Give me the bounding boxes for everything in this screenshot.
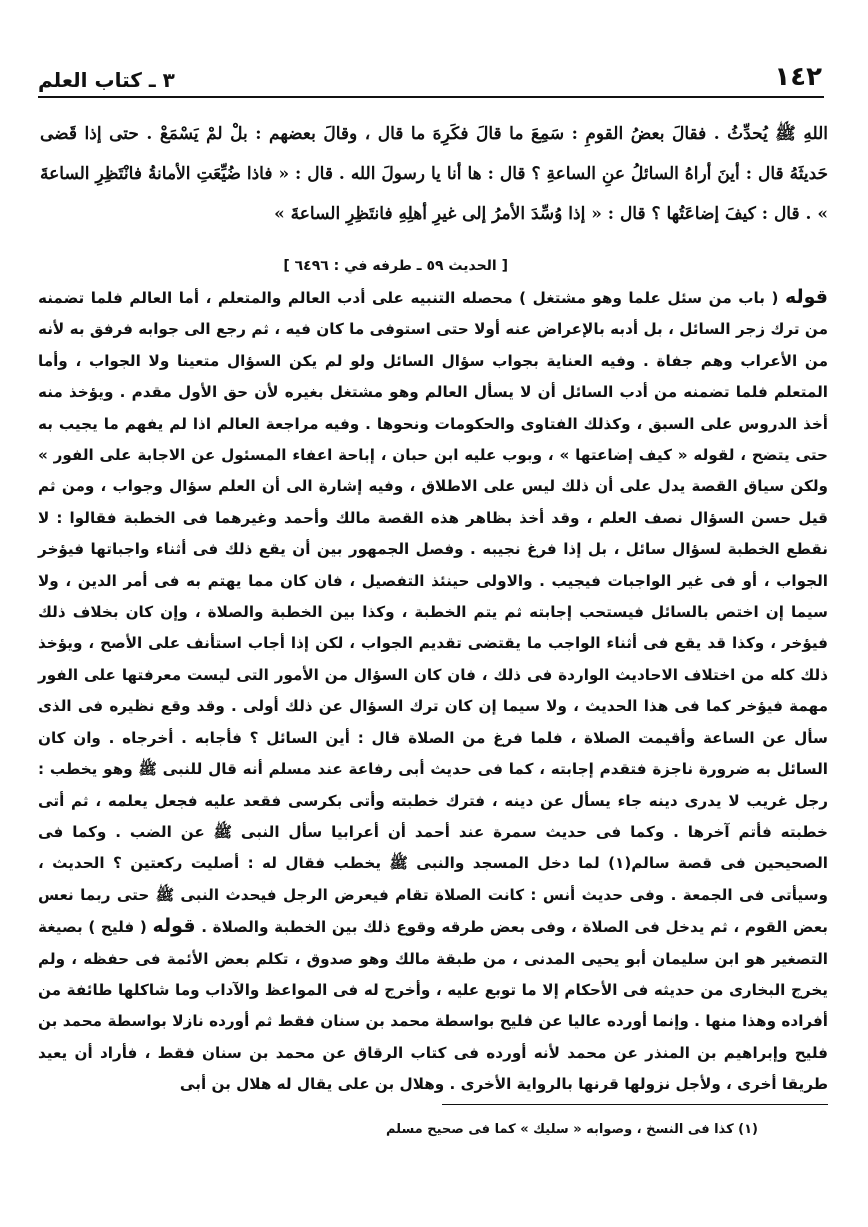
book-title: ٣ ـ كتاب العلم [38, 68, 175, 92]
hadith-text: اللهِ ﷺ يُحدِّثُ . فقالَ بعضُ القومِ : سَمِعَ ما قالَ فكَرِهَ ما قال ، وقالَ بعضهم : بلْ لمْ يَسْمَعْ . حتى إذا قَضى حَديثَهُ قال : أينَ أراهُ السائلُ عنِ الساعةِ ؟ قال : ها أنا يا رسولَ الله . قال : « فاذا ضُيِّعَتِ الأمانةُ فانْتَظِرِ الساعةَ » . قال : كيفَ إضاعَتُها ؟ قال : « إذا وُسِّدَ الأمرُ إلى غيرِ أهلِهِ فانتَظِرِ الساعةَ » [40, 124, 828, 224]
footnote: (١) كذا فى النسخ ، وصوابه « سليك » كما فى صحيح مسلم [385, 1122, 758, 1137]
header-divider [38, 96, 824, 98]
commentary-part-2: ( فليح ) بصيغة التصغير هو ابن سليمان أبو يحيى المدنى ، من طبقة مالك وهو صدوق ، تكلم بعض الأئمة فى حفظه ، ولم يخرج البخارى من حديثه فى الأحكام إلا ما توبع عليه ، وأخرج له فى المواعظ والآداب وما شاكلها طائفة من أفراده وهذا منها . وإنما أورده عاليا عن فليح بواسطة محمد بن سنان فقط ثم أورده نازلا بواسطة محمد بن فليح وإبراهيم بن المنذر عن محمد لأنه أورده فى كتاب الرقاق عن محمد بن سنان فقط ، فأراد أن يعيد طريقا أخرى ، ولأجل نزولها قرنها بالرواية الأخرى . وهلال بن على يقال له هلال بن أبى [38, 918, 828, 1094]
page-number: ١٤٢ [774, 62, 822, 92]
footnote-divider [442, 1104, 828, 1105]
keyword-qawluhu: قوله [784, 286, 828, 308]
commentary-text [38, 282, 828, 1101]
commentary-body [38, 282, 828, 1101]
page-header [38, 52, 822, 92]
keyword-qawluhu: قوله [152, 915, 196, 938]
hadith-reference: [ الحديث ٥٩ ـ طرفه في : ٦٤٩٦ ] [283, 258, 508, 274]
commentary-part-1: ( باب من سئل علما وهو مشتغل ) محصله التنبيه على أدب العالم والمتعلم ، أما العالم فلما تضمنه من ترك زجر السائل ، بل أدبه بالإعراض عنه أولا حتى استوفى ما كان فيه ، ثم رجع الى جوابه فرفق به لأنه من الأعراب وهم جفاة . وفيه العناية بجواب سؤال السائل ولو لم يكن السؤال متعينا ولا الجواب ، وأما المتعلم فلما تضمنه من أدب السائل أن لا يسأل العالم وهو مشتغل بغيره لأن حق الأول مقدم . ويؤخذ منه أخذ الدروس على السبق ، وكذلك الفتاوى والحكومات ونحوها . وفيه مراجعة العالم اذا لم يفهم ما يجيب به حتى يتضح ، لقوله « كيف إضاعتها » ، وبوب عليه ابن حبان ، إباحة اعفاء المسئول عن الاجابة على الفور » ولكن سياق القصة يدل على أن ذلك ليس على الاطلاق ، وفيه إشارة الى أن العلم سؤال وجواب ، ومن ثم قيل حسن السؤال نصف العلم ، وقد أخذ بظاهر هذه القصة مالك وأحمد وغيرهما فى الخطبة فقالوا : لا نقطع الخطبة لسؤال سائل ، بل إذا فرغ نجيبه . وفصل الجمهور بين أن يقع ذلك فى أثناء واجباتها فيؤخر الجواب ، أو فى غير الواجبات فيجيب . والاولى حينئذ التفصيل ، فان كان مما يهتم به فى أمر الدين ، ولا سيما إن اختص بالسائل فيستحب إجابته ثم يتم الخطبة ، وكذا بين الخطبة والصلاة ، وإن كان بخلاف ذلك فيؤخر ، وكذا قد يقع فى أثناء الواجب ما يقتضى تقديم الجواب ، لكن إذا أجاب استأنف على الأصح ، ويؤخذ ذلك كله من اختلاف الاحاديث الواردة فى ذلك ، فان كان السؤال من الأمور التى ليست معرفتها على الفور مهمة فيؤخر كما فى هذا الحديث ، ولا سيما إن كان ترك السؤال عن ذلك أولى . وقد وقع نظيره فى الذى سأل عن الساعة وأقيمت الصلاة ، فلما فرغ من الصلاة قال : أين السائل ؟ فأجابه . أخرجاه . وان كان السائل به ضرورة ناجزة فتقدم إجابته ، كما فى حديث أبى رفاعة عند مسلم أنه قال للنبى ﷺ وهو يخطب : رجل غريب لا يدرى دينه جاء يسأل عن دينه ، فترك خطبته وأتى بكرسى فقعد عليه فجعل يعلمه ، ثم أتى خطبته فأتم آخرها . وكما فى حديث سمرة عند أحمد أن أعرابيا سأل النبى ﷺ عن الضب . وكما فى الصحيحين فى قصة سالم(١) لما دخل المسجد والنبى ﷺ يخطب فقال له : أصليت ركعتين ؟ الحديث ، وسيأتى فى الجمعة . وفى حديث أنس : كانت الصلاة تقام فيعرض الرجل فيحدث النبى ﷺ حتى ربما نعس بعض القوم ، ثم يدخل فى الصلاة ، وفى بعض طرقه وقوع ذلك بين الخطبة والصلاة . [38, 289, 828, 937]
